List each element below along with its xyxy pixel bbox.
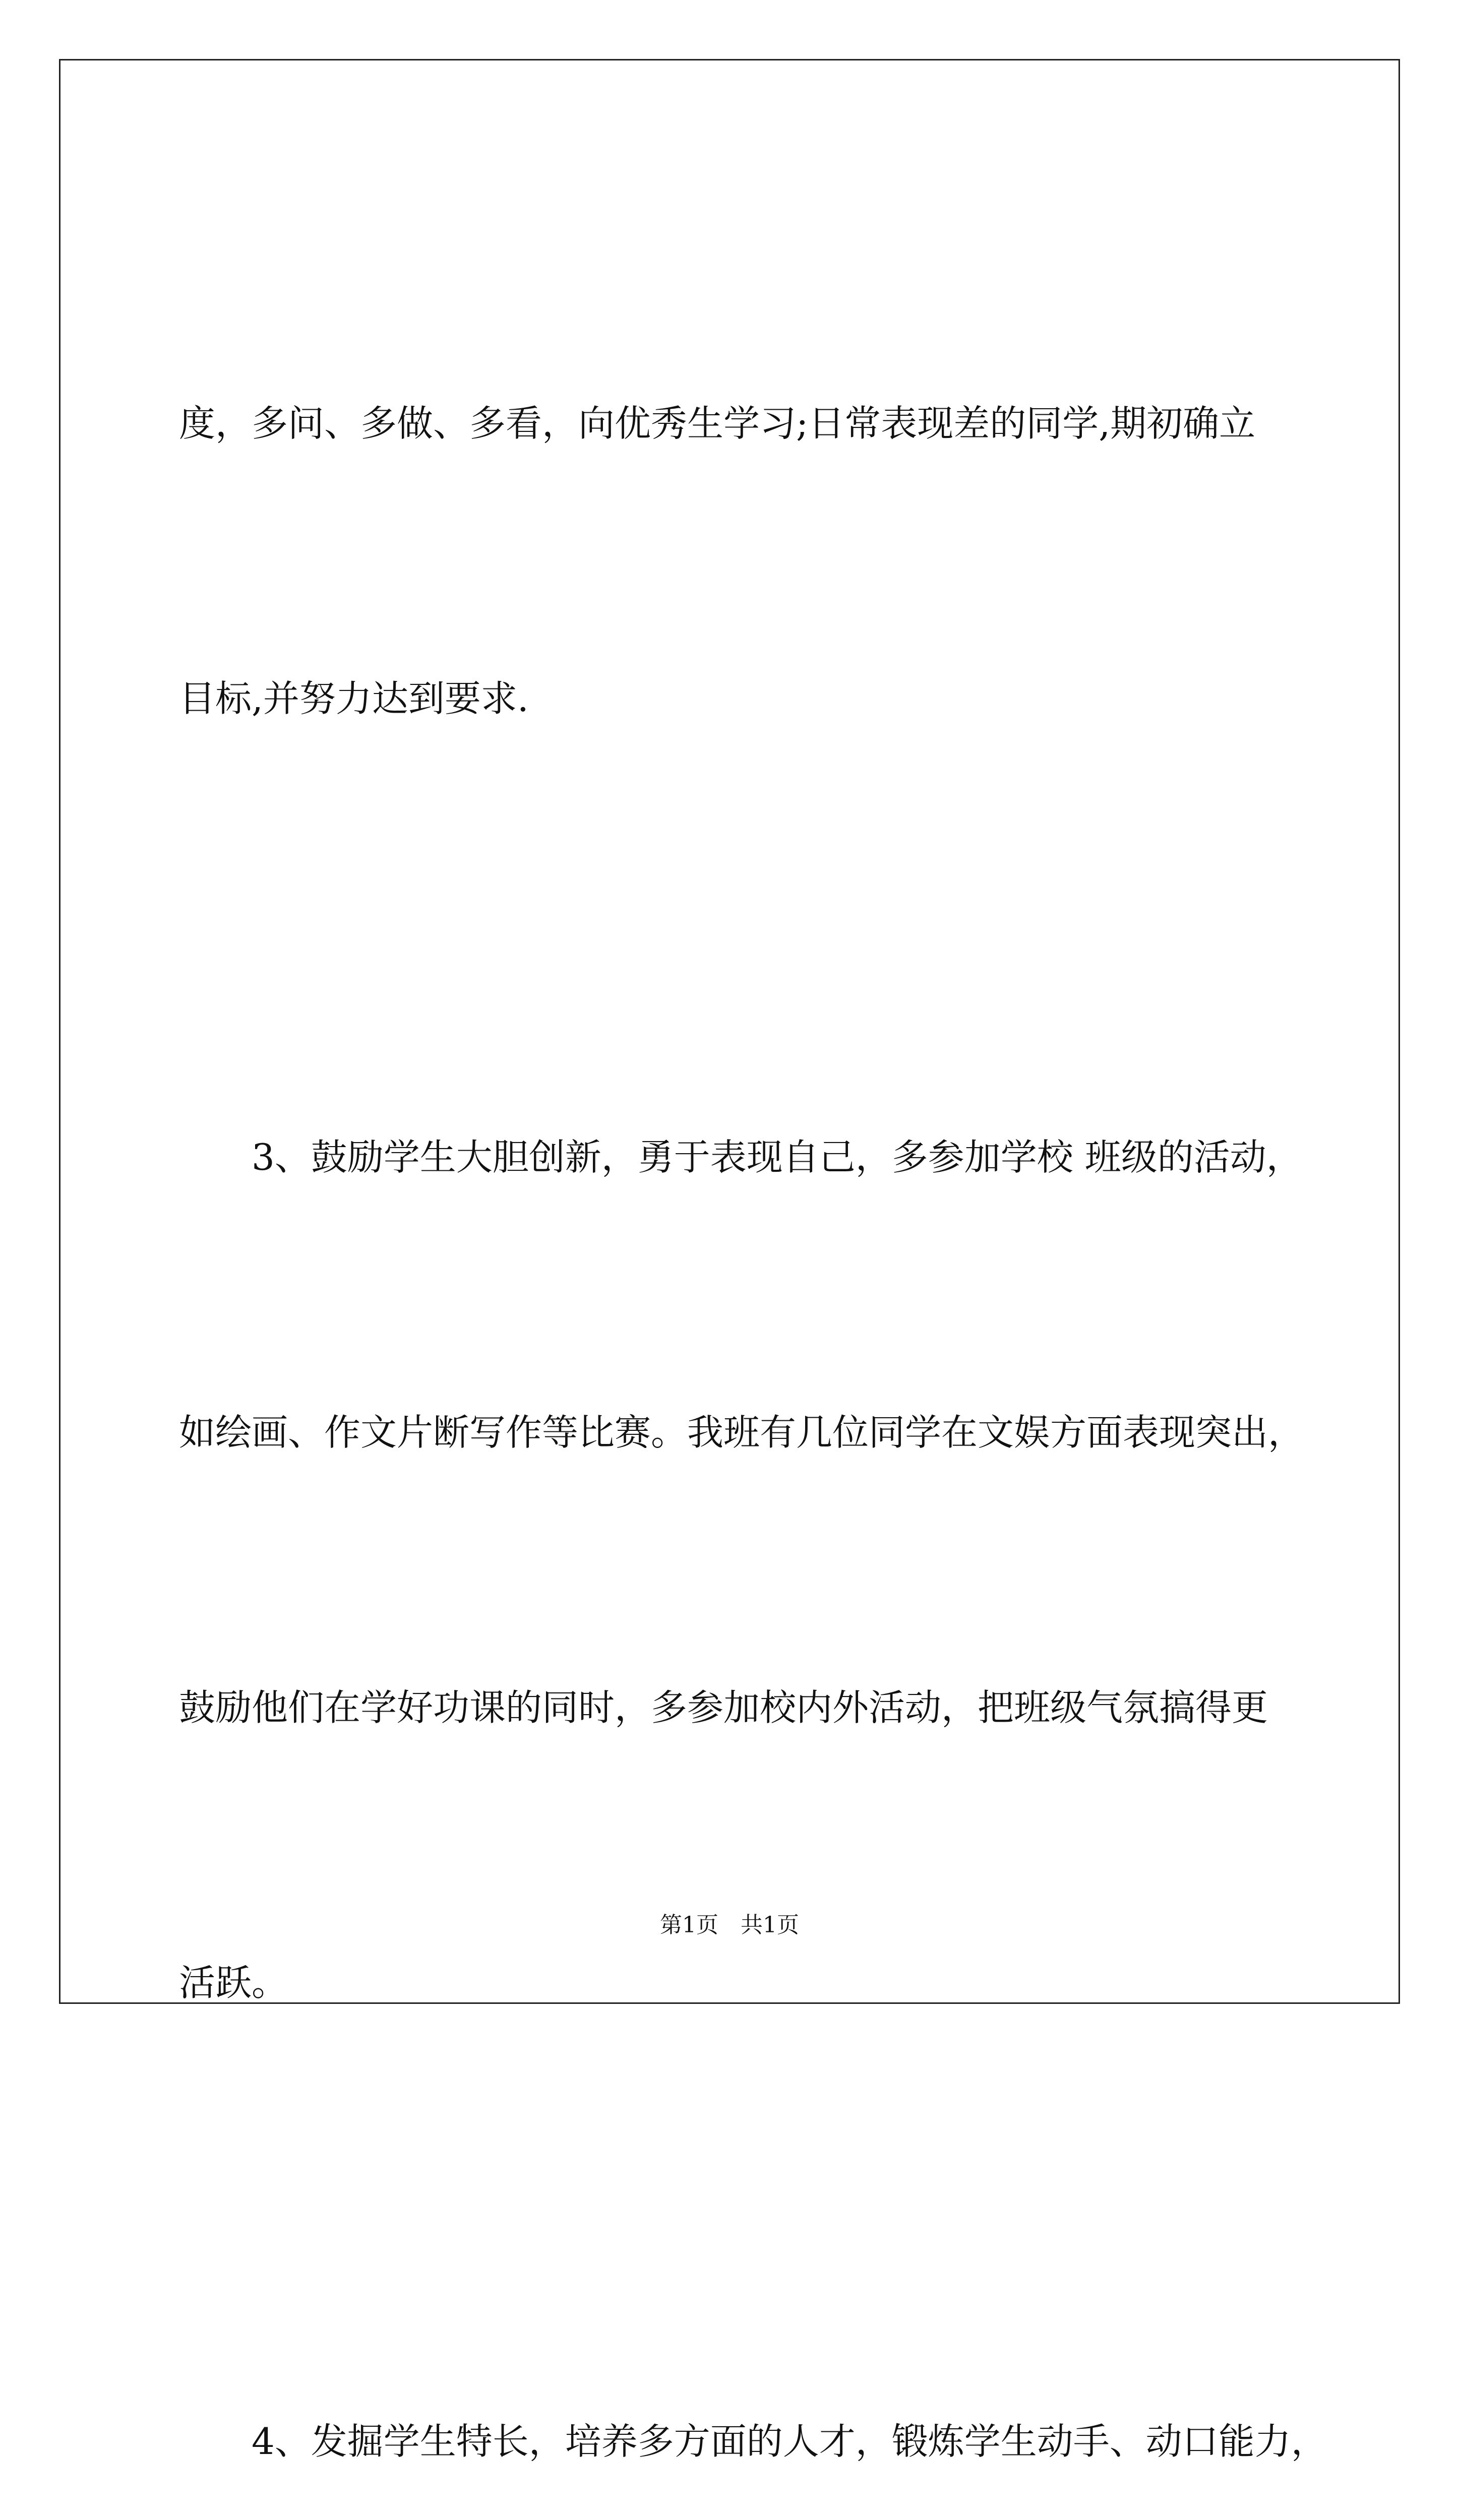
paragraph-item-3: [179, 928, 1305, 2212]
text-line: 如绘画、作文片断写作等比赛。我班有几位同学在文娱方面表现突出，: [179, 1411, 1305, 1454]
text-line: 度，多问、多做、多看，向优秀生学习;日常表现差的同学,期初确立: [179, 402, 1256, 445]
document-body: [179, 194, 1327, 2520]
text-line: 鼓励他们在学好功课的同时，多参加校内外活动，把班级气氛搞得更: [179, 1686, 1268, 1729]
text-line: 活跃。: [179, 1962, 288, 2004]
page-number-footer: 第1页 共1页: [660, 1912, 799, 1938]
text-line: 4、发掘学生特长，培养多方面的人才，锻炼学生动手、动口能力，: [252, 2420, 1327, 2463]
text-line: 目标,并努力达到要求.: [179, 677, 529, 720]
paragraph-item-4: [179, 2212, 1327, 2520]
text-line: 3、鼓励学生大胆创新，勇于表现自己，多参加学校 班级的活动，: [252, 1136, 1303, 1178]
paragraph-continuation: [179, 194, 1294, 928]
